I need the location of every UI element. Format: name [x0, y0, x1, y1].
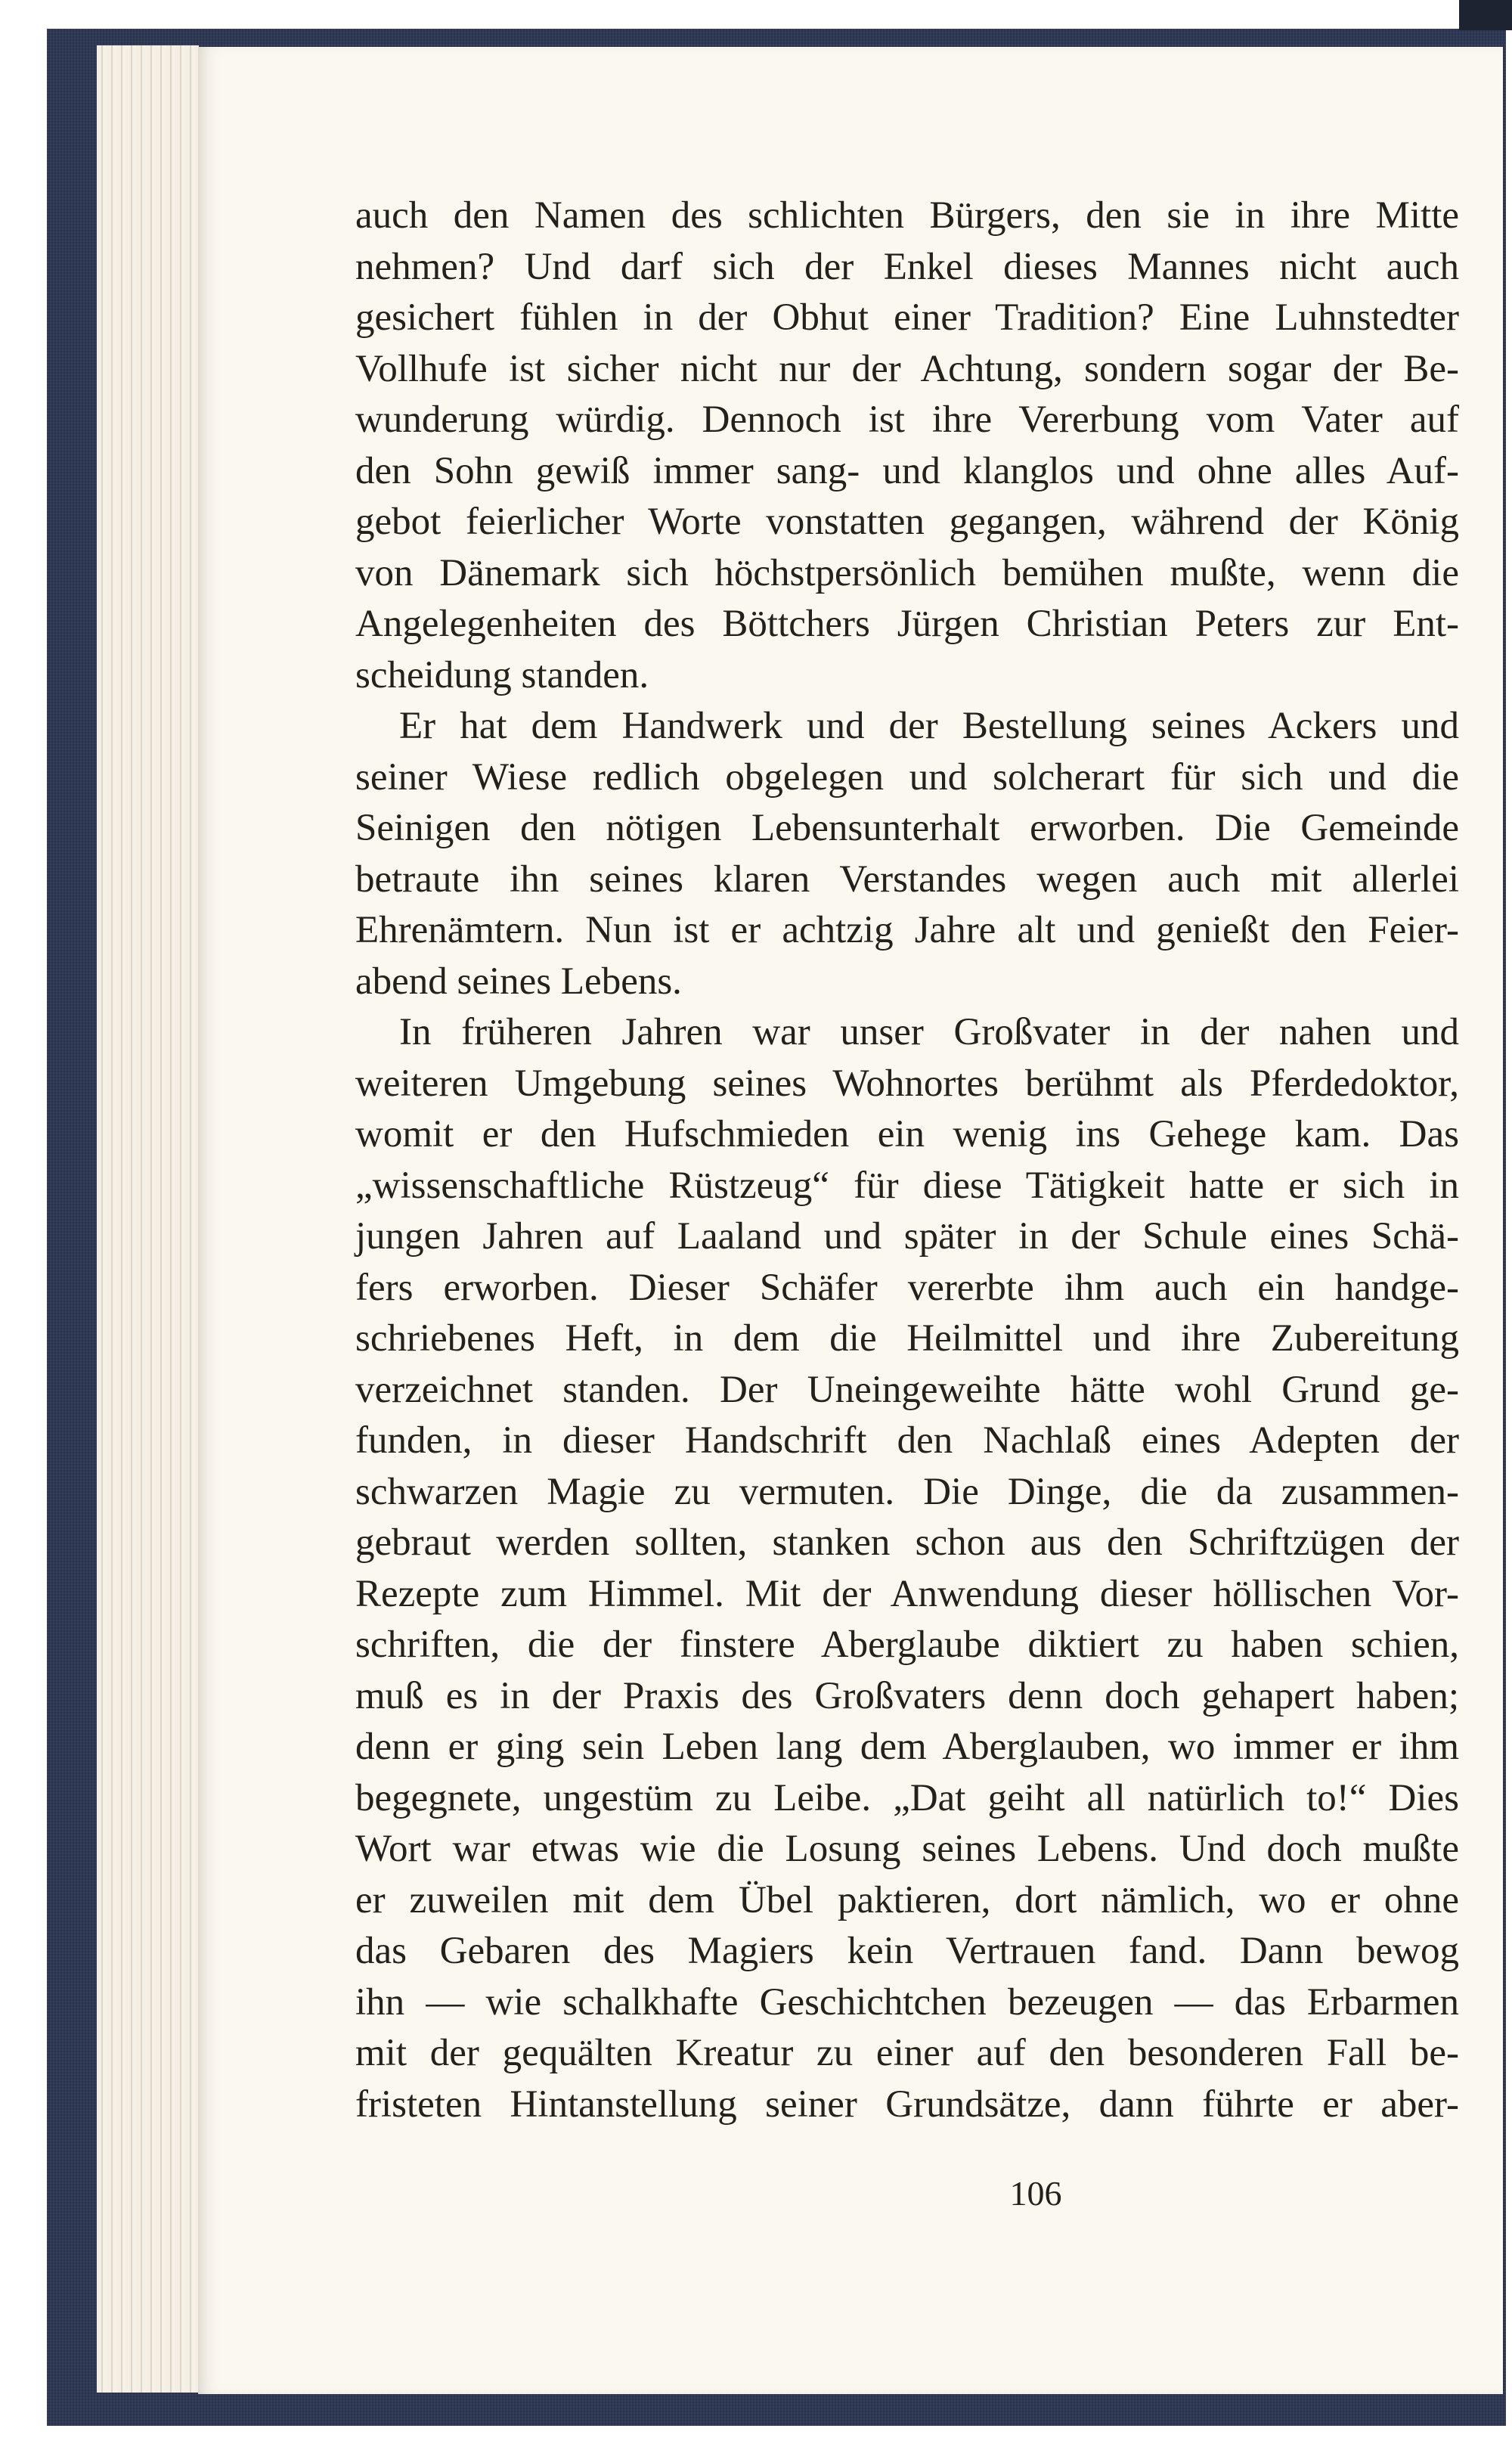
text-line: den Sohn gewiß immer sang- und klanglos und ohne alles Auf- [355, 449, 1459, 492]
text-line: seiner Wiese redlich obgelegen und solcherart für sich und die [355, 755, 1459, 799]
text-line: mit der gequälten Kreatur zu einer auf den besonderen Fall be- [355, 2032, 1459, 2074]
text-line: funden, in dieser Handschrift den Nachlaß eines Adepten der [355, 1419, 1459, 1462]
text-line: jungen Jahren auf Laaland und später in der Schule eines Schä- [355, 1215, 1459, 1258]
text-line: gebot feierlicher Worte vonstatten gegangen, während der König [355, 501, 1459, 543]
text-line: Ehrenämtern. Nun ist er achtzig Jahre alt und genießt den Feier- [355, 909, 1459, 951]
text-line: Vollhufe ist sicher nicht nur der Achtung, sondern sogar der Be- [355, 347, 1459, 390]
text-line: weiteren Umgebung seines Wohnortes berühmt als Pferdedoktor, [355, 1062, 1459, 1105]
text-line: In früheren Jahren war unser Großvater in der nahen und [399, 1011, 1459, 1053]
page-number: 106 [1009, 2174, 1062, 2213]
text-line: Rezepte zum Himmel. Mit der Anwendung dieser höllischen Vor- [355, 1572, 1459, 1615]
body-text [355, 191, 1459, 2130]
text-line: abend seines Lebens. [355, 960, 682, 1003]
text-line: fristeten Hintanstellung seiner Grundsätze, dann führte er aber- [355, 2083, 1459, 2126]
text-line: auch den Namen des schlichten Bürgers, den sie in ihre Mitte [355, 194, 1459, 237]
text-line: schwarzen Magie zu vermuten. Die Dinge, die da zusammen- [355, 1470, 1459, 1513]
text-line: von Dänemark sich höchstpersönlich bemühen mußte, wenn die [355, 551, 1459, 594]
text-line: Seinigen den nötigen Lebensunterhalt erworben. Die Gemeinde [355, 807, 1459, 849]
page-edges-stack [97, 45, 199, 2393]
text-line: muß es in der Praxis des Großvaters denn doch gehapert haben; [355, 1674, 1459, 1717]
text-line: Wort war etwas wie die Losung seines Lebens. Und doch mußte [355, 1828, 1459, 1870]
text-line: begegnete, ungestüm zu Leibe. „Dat geiht all natürlich to!“ Dies [355, 1776, 1459, 1819]
text-line: Angelegenheiten des Böttchers Jürgen Christian Peters zur Ent- [355, 603, 1459, 645]
text-line: er zuweilen mit dem Übel paktieren, dort nämlich, wo er ohne [355, 1878, 1459, 1921]
text-line: ihn — wie schalkhafte Geschichtchen bezeugen — das Erbarmen [355, 1980, 1459, 2024]
text-line: Er hat dem Handwerk und der Bestellung seines Ackers und [399, 705, 1459, 747]
text-line: das Gebaren des Magiers kein Vertrauen fand. Dann bewog [355, 1930, 1459, 1972]
book-spine-corner [1459, 0, 1512, 30]
text-line: denn er ging sein Leben lang dem Aberglauben, wo immer er ihm [355, 1726, 1459, 1768]
text-line: schriften, die der finstere Aberglaube diktiert zu haben schien, [355, 1624, 1459, 1666]
text-line: gebraut werden sollten, stanken schon aus den Schriftzügen der [355, 1521, 1459, 1564]
text-line: scheidung standen. [355, 653, 649, 696]
text-line: womit er den Hufschmieden ein wenig ins Gehege kam. Das [355, 1113, 1459, 1155]
text-line: „wissenschaftliche Rüstzeug“ für diese Tätigkeit hatte er sich in [355, 1164, 1459, 1207]
text-line: gesichert fühlen in der Obhut einer Tradition? Eine Luhnstedter [355, 296, 1459, 339]
text-line: verzeichnet standen. Der Uneingeweihte hätte wohl Grund ge- [355, 1368, 1459, 1411]
text-line: fers erworben. Dieser Schäfer vererbte ihm auch ein handge- [355, 1266, 1459, 1309]
text-line: nehmen? Und darf sich der Enkel dieses Mannes nicht auch [355, 245, 1459, 288]
text-line: schriebenes Heft, in dem die Heilmittel und ihre Zubereitung [355, 1317, 1459, 1360]
text-line: betraute ihn seines klaren Verstandes wegen auch mit allerlei [355, 858, 1459, 901]
text-line: wunderung würdig. Dennoch ist ihre Vererbung vom Vater auf [355, 399, 1459, 441]
